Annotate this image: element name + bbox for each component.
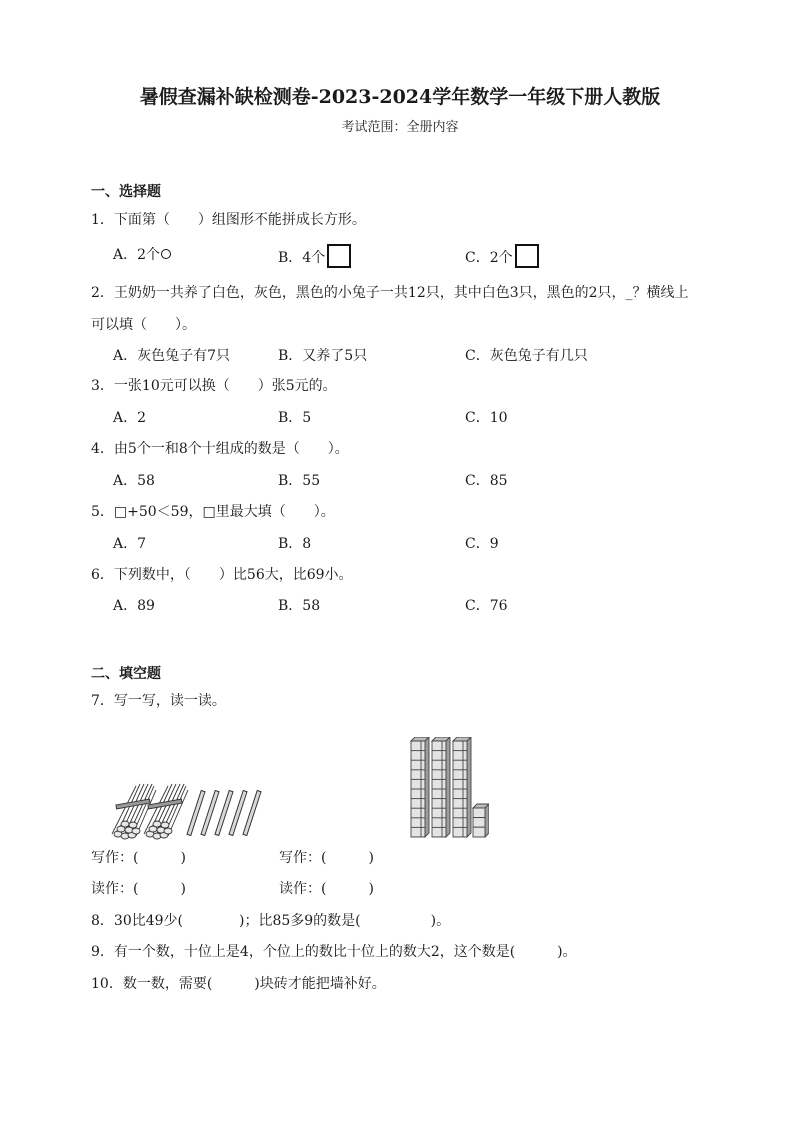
- question-3-option-b: B．5: [278, 410, 312, 426]
- question-8: 8．30比49少( )；比85多9的数是( )。: [91, 913, 451, 929]
- square-shape-icon: [515, 244, 539, 268]
- question-5-option-c: C．9: [465, 536, 499, 552]
- question-4-option-b: B．55: [278, 473, 321, 489]
- question-2-option-c: C．灰色兔子有几只: [465, 348, 588, 364]
- section-heading-choice: 一、选择题: [91, 184, 161, 200]
- bundled-sticks-picture: [108, 780, 268, 842]
- question-1-option-b: B．4个: [278, 248, 351, 268]
- question-4-stem: 4．由5个一和8个十组成的数是（ ）。: [91, 441, 349, 457]
- question-6-option-b: B．58: [278, 598, 321, 614]
- question-3-option-c: C．10: [465, 410, 508, 426]
- question-7-stem: 7．写一写，读一读。: [91, 693, 226, 709]
- question-6-option-c: C．76: [465, 598, 508, 614]
- question-2-option-b: B．又养了5只: [278, 348, 368, 364]
- question-10: 10．数一数，需要( )块砖才能把墙补好。: [91, 976, 386, 992]
- exam-scope: 考试范围：全册内容: [341, 120, 459, 135]
- question-1-stem: 1．下面第（ ）组图形不能拼成长方形。: [91, 212, 366, 228]
- base-ten-blocks-picture: [407, 737, 489, 839]
- question-4-option-c: C．85: [465, 473, 508, 489]
- question-3-stem: 3．一张10元可以换（ ）张5元的。: [91, 378, 337, 394]
- question-2-stem-continued: 可以填（ ）。: [91, 317, 196, 333]
- exam-title: 暑假查漏补缺检测卷-2023-2024学年数学一年级下册人教版: [139, 86, 661, 108]
- question-7-read-right: 读作：( ): [279, 881, 374, 897]
- question-5-stem: 5．□+50＜59，□里最大填（ ）。: [91, 504, 335, 520]
- question-1-option-c: C．2个: [465, 248, 539, 268]
- question-7-write-right: 写作：( ): [279, 850, 374, 866]
- question-6-option-a: A．89: [113, 598, 155, 614]
- question-9: 9．有一个数，十位上是4，个位上的数比十位上的数大2，这个数是( )。: [91, 944, 577, 960]
- question-6-stem: 6．下列数中，（ ）比56大，比69小。: [91, 567, 353, 583]
- circle-shape-icon: [161, 249, 171, 259]
- question-5-option-a: A．7: [113, 536, 147, 552]
- question-7-write-left: 写作：( ): [91, 850, 186, 866]
- question-5-option-b: B．8: [278, 536, 312, 552]
- question-2-stem: 2．王奶奶一共养了白色，灰色，黑色的小兔子一共12只，其中白色3只，黑色的2只，_？横线上: [91, 285, 689, 301]
- section-heading-fill-in: 二、填空题: [91, 666, 161, 682]
- question-7-read-left: 读作：( ): [91, 881, 186, 897]
- question-4-option-a: A．58: [113, 473, 155, 489]
- square-shape-icon: [327, 244, 351, 268]
- question-2-option-a: A．灰色兔子有7只: [113, 348, 231, 364]
- question-1-option-a: A．2个: [113, 248, 171, 262]
- question-3-option-a: A．2: [113, 410, 147, 426]
